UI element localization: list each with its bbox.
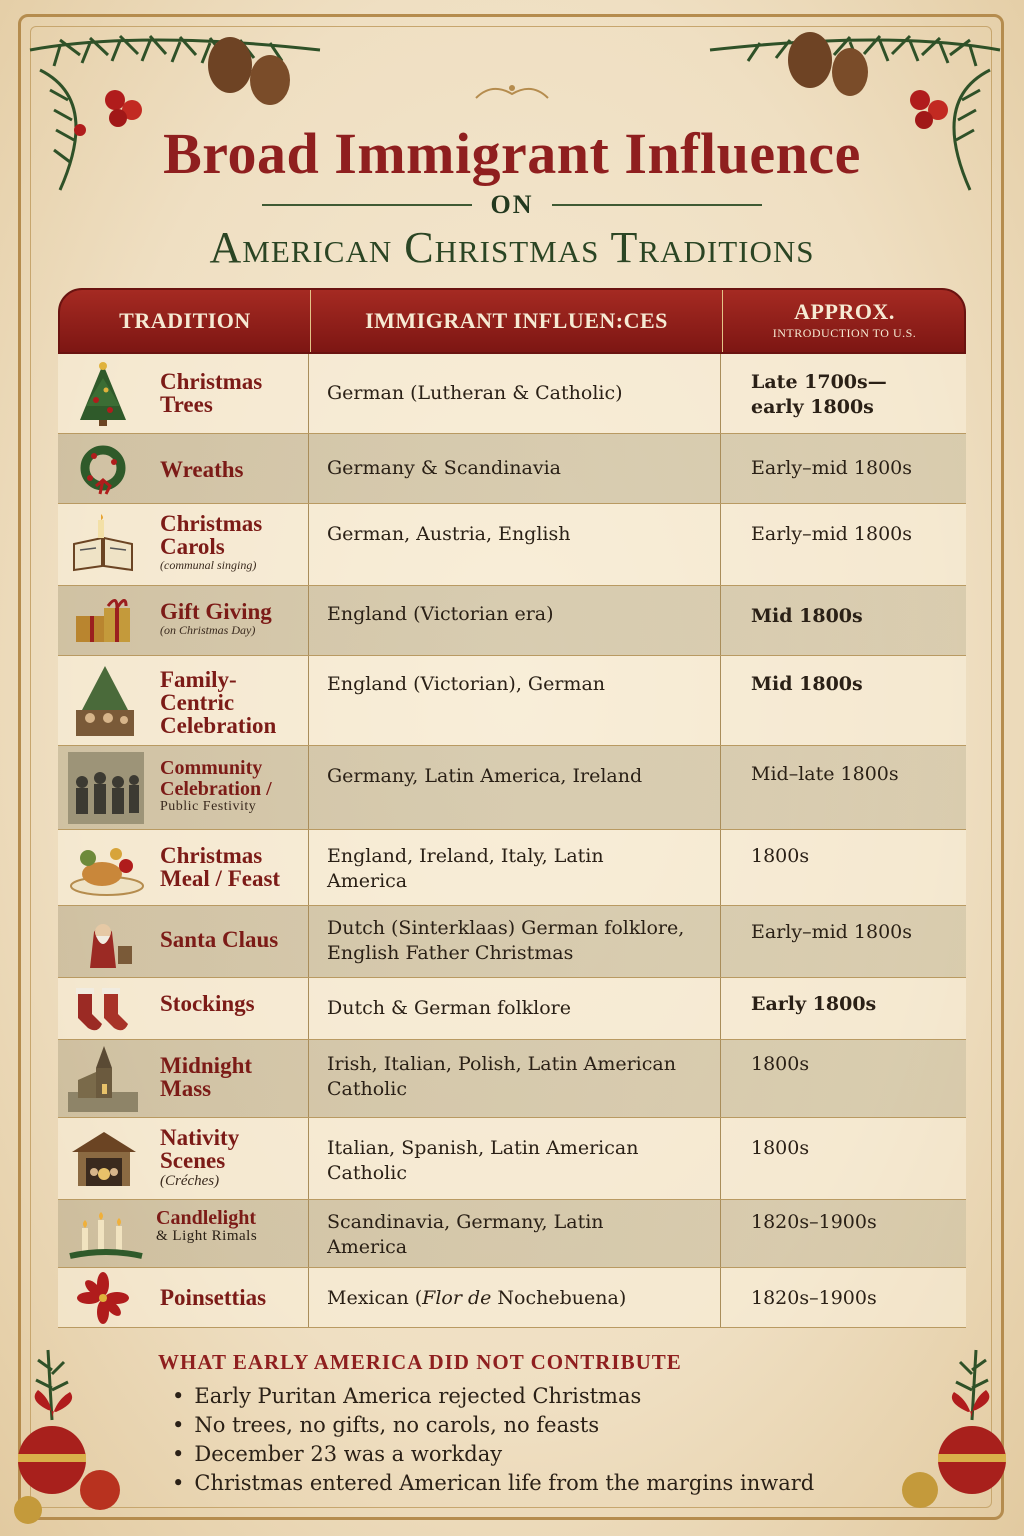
christmas-tree-icon: [68, 360, 148, 428]
influence-text: England (Victorian era): [327, 603, 554, 625]
poinsettia-icon: [68, 1272, 148, 1324]
influence-text: Germany, Latin America, Ireland: [327, 765, 643, 787]
tradition-note: (on Christmas Day): [160, 623, 256, 637]
influence-text: Scandinavia, Germany, Latin America: [327, 1211, 604, 1258]
ornament-flourish-icon: [472, 80, 552, 104]
title-connector: [0, 190, 1024, 222]
crowd-icon: [68, 752, 148, 824]
table-row: [58, 354, 966, 434]
table-row: [58, 830, 966, 906]
footer-heading: WHAT EARLY AMERICA DID NOT CONTRIBUTE: [158, 1350, 682, 1374]
intro-text: 1800s: [751, 845, 810, 867]
list-item: • Christmas entered American life from the margins inward: [172, 1469, 814, 1498]
tradition-name: Poinsettias: [160, 1285, 267, 1310]
table-row: [58, 906, 966, 978]
intro-text: 1800s: [751, 1137, 810, 1159]
candle-icon: [68, 1204, 148, 1262]
tradition-name: Wreaths: [160, 457, 244, 482]
intro-text: Mid 1800s: [751, 673, 863, 695]
intro-text: Early 1800s: [751, 993, 877, 1015]
influence-text: Dutch & German folklore: [327, 997, 572, 1019]
header-approx: APPROX. INTRODUCTION TO U.S.: [722, 290, 966, 352]
intro-text: Early–mid 1800s: [751, 523, 912, 545]
tradition-note: (Créches): [160, 1173, 220, 1189]
table-row: [58, 1200, 966, 1268]
nativity-icon: [68, 1128, 148, 1190]
tradition-note: (communal singing): [160, 558, 257, 572]
intro-text: Mid–late 1800s: [751, 763, 899, 785]
tradition-name: Community Celebration / Public Festivity: [160, 758, 305, 814]
feast-icon: [68, 836, 148, 900]
table-row: [58, 1118, 966, 1200]
traditions-table: [58, 288, 966, 1310]
table-row: [58, 978, 966, 1040]
tradition-name: Candlelight & Light Rimals: [156, 1208, 306, 1243]
title-on: ON: [490, 190, 534, 219]
tradition-note: Public Festivity: [160, 799, 257, 814]
table-row: [58, 656, 966, 746]
table-header: [58, 288, 966, 354]
influence-text: Germany & Scandinavia: [327, 457, 561, 479]
header-influences: IMMIGRANT INFLUEN:CES: [310, 290, 722, 352]
ornament-bottom-right-icon: [880, 1340, 1020, 1530]
intro-text: Mid 1800s: [751, 605, 863, 627]
intro-text: 1800s: [751, 1053, 810, 1075]
influence-text: German, Austria, English: [327, 523, 571, 545]
songbook-icon: [68, 514, 148, 574]
header-tradition: TRADITION: [119, 308, 251, 333]
influence-text: England (Victorian), German: [327, 673, 606, 695]
gift-icon: [68, 592, 148, 650]
wreath-icon: [68, 442, 148, 496]
tradition-name: Christmas Meal / Feast: [160, 843, 281, 891]
intro-text: Late 1700s—early 1800s: [751, 371, 887, 418]
tradition-name: Stockings: [160, 991, 255, 1016]
tradition-name: Midnight Mass: [160, 1053, 253, 1101]
influence-text: Irish, Italian, Polish, Latin American Catholic: [327, 1053, 676, 1100]
tradition-name: Gift Giving (on Christmas Day): [160, 600, 305, 637]
divider-right: [552, 204, 762, 206]
church-icon: [68, 1046, 148, 1112]
influence-text: Dutch (Sinterklaas) German folklore, English Father Christmas: [327, 917, 685, 964]
influence-text: Italian, Spanish, Latin American Catholic: [327, 1137, 639, 1184]
intro-text: 1820s–1900s: [751, 1287, 877, 1309]
tradition-name: Christmas Carols (communal singing): [160, 512, 300, 572]
table-row: [58, 504, 966, 586]
tradition-name: Santa Claus: [160, 927, 279, 952]
ornament-bottom-left-icon: [8, 1340, 148, 1530]
santa-icon: [68, 912, 148, 972]
page-title: Broad Immigrant Influence: [163, 121, 861, 186]
table-row: [58, 746, 966, 830]
table-row: [58, 1268, 966, 1328]
list-item: • Early Puritan America rejected Christmas: [172, 1382, 814, 1411]
influence-text: German (Lutheran & Catholic): [327, 382, 623, 404]
table-row: [58, 434, 966, 504]
intro-text: 1820s–1900s: [751, 1211, 877, 1233]
intro-text: Early–mid 1800s: [751, 457, 912, 479]
intro-text: Early–mid 1800s: [751, 921, 912, 943]
footer-bullets: [172, 1382, 814, 1498]
influence-text: Mexican (Flor de Nochebuena): [327, 1287, 627, 1309]
list-item: • December 23 was a workday: [172, 1440, 814, 1469]
list-item: • No trees, no gifts, no carols, no feasts: [172, 1411, 814, 1440]
stocking-icon: [68, 984, 148, 1036]
family-icon: [68, 662, 148, 740]
tradition-note: & Light Rimals: [156, 1228, 258, 1244]
influence-text: England, Ireland, Italy, Latin America: [327, 845, 604, 892]
tradition-name: Christmas Trees: [160, 369, 263, 417]
tradition-name: Nativity Scenes (Créches): [160, 1126, 305, 1190]
table-row: [58, 1040, 966, 1118]
page-subtitle: American Christmas Traditions: [209, 223, 815, 272]
tradition-name: Family-Centric Celebration: [160, 667, 277, 738]
header-approx-sub: INTRODUCTION TO U.S.: [772, 326, 917, 340]
table-row: [58, 586, 966, 656]
